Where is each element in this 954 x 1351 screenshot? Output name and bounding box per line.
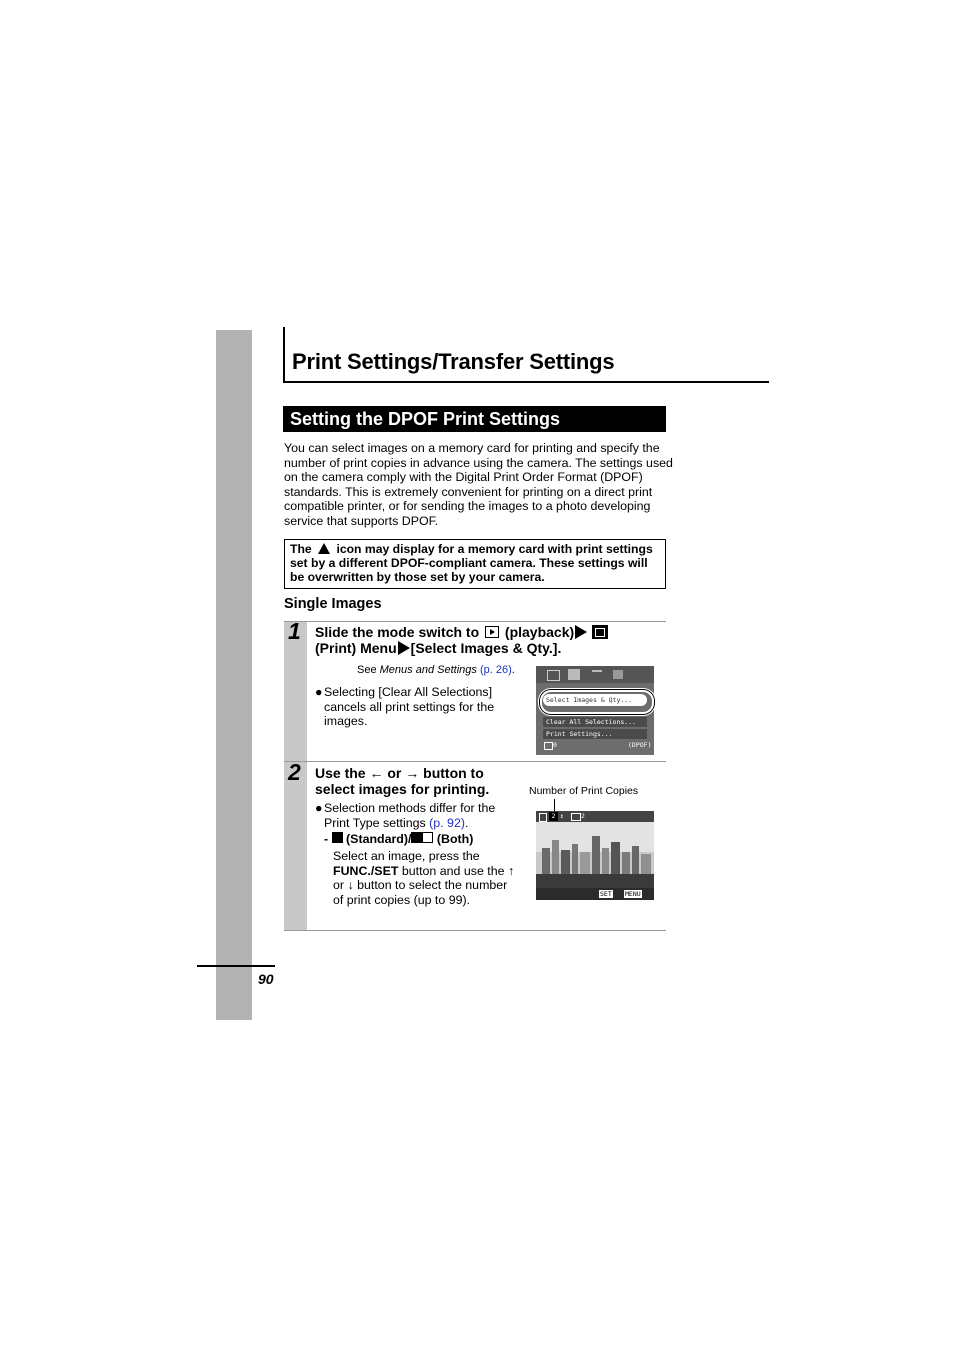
step1-top-rule bbox=[284, 621, 666, 622]
camera-screen-image-selection bbox=[536, 811, 654, 900]
print-menu-icon bbox=[592, 625, 608, 639]
desc-or: or bbox=[333, 878, 345, 892]
bullet-icon-2: ● bbox=[315, 801, 323, 815]
see-label: See bbox=[357, 664, 377, 676]
step2-bullet bbox=[315, 801, 520, 830]
print-type-dash: - bbox=[324, 832, 329, 846]
desc-b: button and use the bbox=[401, 863, 505, 878]
step1-text-d: [Select Images & Qty.]. bbox=[410, 640, 562, 656]
note-text-rest: icon may display for a memory card with print settings set by a different DPOF-compliant camera. These settings will be overwritten by those set by your camera. bbox=[290, 542, 653, 584]
total-icon bbox=[571, 813, 581, 821]
see-end: . bbox=[511, 664, 515, 676]
left-arrow-icon: ← bbox=[369, 765, 384, 781]
step2-text-a: Use the bbox=[315, 765, 366, 781]
step1-instruction bbox=[315, 624, 665, 656]
arrow-right-icon bbox=[575, 625, 587, 639]
step1-see-reference bbox=[357, 664, 515, 676]
subheading-single-images: Single Images bbox=[284, 596, 382, 612]
down-arrow-icon: ↓ bbox=[347, 878, 354, 892]
copies-value: 2 bbox=[549, 812, 558, 821]
print-order-icon bbox=[539, 813, 547, 822]
standard-label: (Standard)/ bbox=[346, 832, 412, 846]
dpof-label: (DPOF) bbox=[628, 741, 652, 749]
note-text-start: The bbox=[290, 542, 312, 556]
bullet-icon: ● bbox=[315, 685, 323, 699]
desc-c: button to select the number of print copies (up to 99). bbox=[333, 878, 508, 907]
index-print-icon bbox=[422, 832, 433, 843]
print-count-icon bbox=[544, 742, 553, 750]
tab-playback-icon bbox=[547, 670, 560, 681]
menu-button-label: MENU bbox=[625, 890, 641, 898]
set-button-label: SET bbox=[600, 890, 612, 898]
step2-number-column bbox=[284, 762, 307, 930]
step1-bullet bbox=[315, 685, 515, 729]
tab-transfer-icon bbox=[592, 670, 602, 681]
see-title: Menus and Settings bbox=[379, 664, 477, 676]
step2-instruction bbox=[315, 765, 520, 797]
both-label: (Both) bbox=[436, 832, 474, 846]
step2-top-rule bbox=[284, 761, 666, 762]
print-type-line bbox=[324, 832, 473, 847]
city-skyline-photo bbox=[536, 822, 654, 888]
step2-bullet-end: . bbox=[464, 815, 469, 830]
print-type-page-link[interactable]: (p. 92) bbox=[429, 815, 465, 830]
total-copies: 2 bbox=[581, 812, 585, 820]
both-print-icon bbox=[411, 832, 422, 843]
step2-bullet-a: Selection methods differ for the Print Type settings bbox=[324, 801, 496, 830]
see-page-link[interactable]: (p. 26) bbox=[479, 664, 512, 676]
warning-icon bbox=[318, 543, 330, 554]
intro-paragraph: You can select images on a memory card for printing and specify the number of print copies in advance using the camera. The settings used on the camera comply with the Digital Print Order Format (DPOF) standards. This is extremely convenient for printing on a direct print compatible printer, or for sending the images to a photo developing service that supports DPOF. bbox=[284, 441, 673, 528]
step2-bullet-text bbox=[324, 801, 520, 830]
arrow-right-icon-2 bbox=[398, 641, 410, 655]
page-number-rule bbox=[197, 965, 275, 967]
step1-text-a: Slide the mode switch to bbox=[315, 624, 480, 640]
up-arrow-icon: ↑ bbox=[507, 863, 515, 878]
step1-number: 1 bbox=[288, 618, 301, 644]
title-rule-horizontal bbox=[283, 381, 769, 383]
playback-icon bbox=[485, 626, 499, 638]
standard-print-icon bbox=[332, 832, 343, 843]
section-heading: Setting the DPOF Print Settings bbox=[290, 409, 561, 429]
page-title: Print Settings/Transfer Settings bbox=[292, 349, 615, 374]
step2-number: 2 bbox=[288, 759, 301, 785]
tab-setup-icon bbox=[613, 670, 623, 679]
page-number: 90 bbox=[258, 971, 274, 987]
right-arrow-icon: → bbox=[405, 765, 420, 781]
step1-text-c: (Print) Menu bbox=[315, 640, 397, 656]
menu-item-clear-all: Clear All Selections... bbox=[543, 717, 647, 727]
camera-screen-print-menu bbox=[536, 666, 654, 755]
page-side-tab bbox=[216, 330, 252, 1020]
step1-text-b: (playback) bbox=[504, 624, 575, 640]
menu-item-print-settings: Print Settings... bbox=[543, 729, 647, 739]
menu-item-select-images: Select Images & Qty... bbox=[543, 694, 647, 706]
print-count: 0 bbox=[553, 741, 557, 749]
step2-description bbox=[333, 849, 518, 907]
callout-number-of-copies: Number of Print Copies bbox=[529, 785, 639, 797]
title-rule-vertical bbox=[283, 327, 285, 383]
step2-text-or: or bbox=[387, 765, 402, 781]
func-set-label: FUNC./SET bbox=[333, 863, 399, 878]
step2-text-b: button to select images for printing. bbox=[315, 765, 490, 797]
up-down-icon: ↕ bbox=[560, 812, 564, 820]
step1-bullet-text: Selecting [Clear All Selections] cancels all print settings for the images. bbox=[324, 685, 495, 728]
tab-print-icon bbox=[568, 669, 580, 680]
step2-bottom-rule bbox=[284, 930, 666, 931]
note-text bbox=[290, 542, 665, 584]
desc-a: Select an image, press the bbox=[333, 849, 480, 863]
